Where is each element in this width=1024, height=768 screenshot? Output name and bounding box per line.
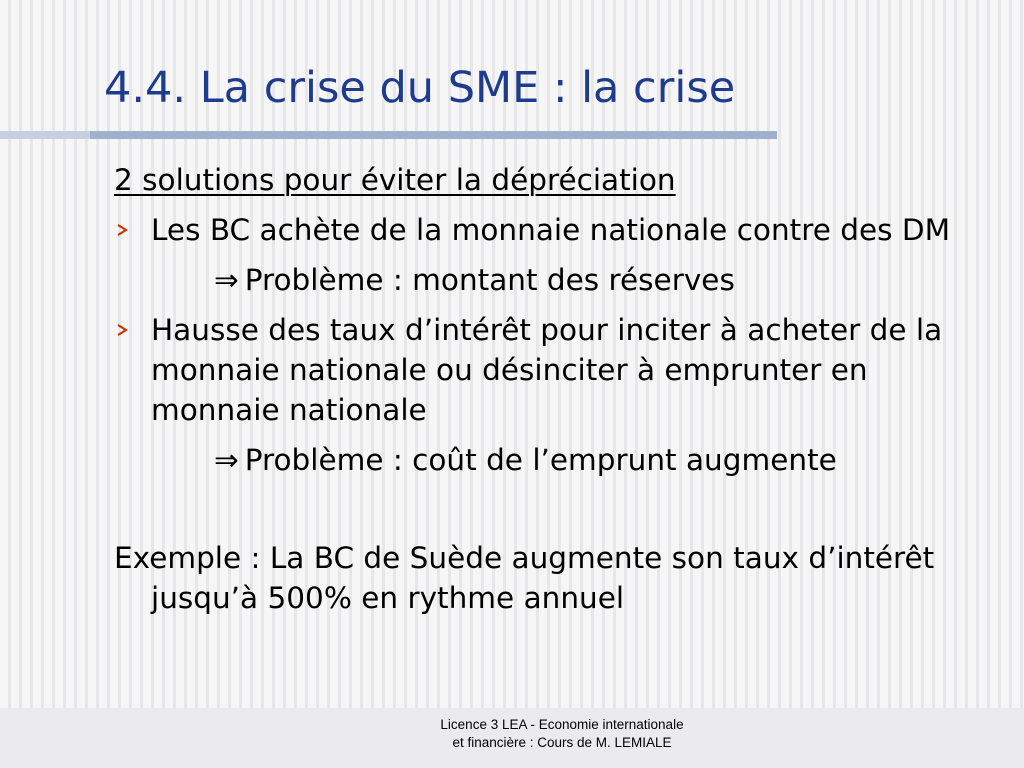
implies-arrow-icon: ⇒ xyxy=(214,443,239,477)
footer-line-1: Licence 3 LEA - Economie internationale xyxy=(440,717,684,732)
slide-title: 4.4. La crise du SME : la crise xyxy=(104,63,736,113)
title-divider xyxy=(0,131,777,139)
implies-arrow-icon: ⇒ xyxy=(214,263,239,297)
slide-footer xyxy=(384,716,740,752)
title-divider-accent xyxy=(0,131,90,139)
arrow-bullet-icon xyxy=(114,310,130,350)
consequence-line xyxy=(114,440,994,480)
bullet-text: Hausse des taux d’intérêt pour inciter à acheter de la monnaie nationale ou désinciter à emprunter en monnaie nationale xyxy=(151,313,943,427)
bullet-text: Les BC achète de la monnaie nationale contre des DM xyxy=(151,213,951,247)
bullet-item xyxy=(114,310,994,430)
footer-line-2: et financière : Cours de M. LEMIALE xyxy=(452,735,672,750)
example-paragraph: Exemple : La BC de Suède augmente son taux d’intérêt jusqu’à 500% en rythme annuel xyxy=(114,541,935,615)
slide-body xyxy=(114,160,994,648)
consequence-text: Problème : coût de l’emprunt augmente xyxy=(244,443,837,477)
arrow-bullet-icon xyxy=(114,210,130,250)
bullet-item xyxy=(114,210,994,250)
consequence-text: Problème : montant des réserves xyxy=(244,263,735,297)
section-subtitle: 2 solutions pour éviter la dépréciation xyxy=(114,163,676,197)
consequence-line xyxy=(114,260,994,300)
